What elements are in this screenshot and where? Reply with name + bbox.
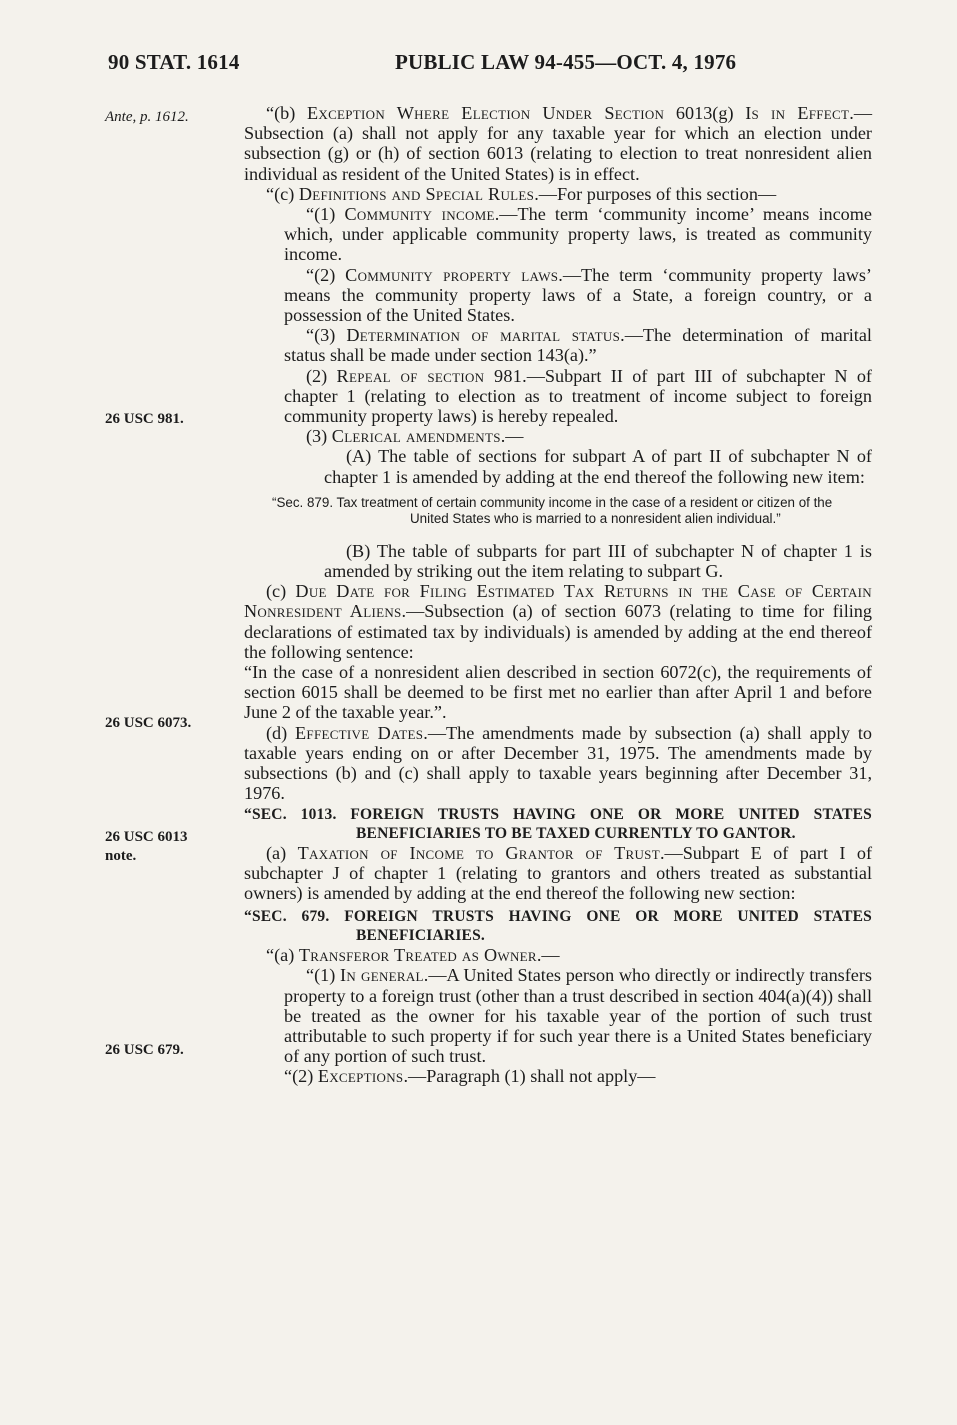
- paragraph-heading: Community property laws: [345, 264, 559, 285]
- paragraph-label: “(2): [284, 1066, 318, 1087]
- paragraph-heading: Determination of marital status: [346, 325, 621, 346]
- margin-note-line: note.: [105, 848, 137, 864]
- paragraph-c-due-date: [244, 581, 872, 662]
- paragraph-679a2-exceptions: [244, 1066, 872, 1086]
- paragraph-label: (c): [266, 581, 296, 602]
- paragraph-heading: Community income: [344, 204, 495, 225]
- section-1013-heading: “SEC. 1013. FOREIGN TRUSTS HAVING ONE OR MORE UNITED STATES BENEFICIARIES TO BE TAXED CURRENTLY TO GANTOR.: [244, 805, 872, 842]
- paragraph-text: .—The term ‘community income’ means income which, under applicable community property laws, is treated as community income.: [284, 204, 872, 265]
- paragraph-heading: Taxation of Income to Grantor of Trust: [297, 842, 660, 863]
- paragraph-d-effective-dates: [244, 723, 872, 804]
- paragraph-label: “(1): [306, 204, 345, 225]
- paragraph-label: (2): [306, 365, 337, 386]
- paragraph-label: (d): [266, 722, 295, 743]
- paragraph-label: “(1): [306, 965, 340, 986]
- paragraph-label: (3): [306, 426, 332, 447]
- paragraph-c-definitions: [244, 184, 872, 204]
- paragraph-text: .—Subpart E of part I of subchapter J of chapter 1 (relating to grantors and others treated as substantial owners) is amended by adding at the end thereof the following new section:: [244, 842, 872, 903]
- paragraph-heading: Repeal of section: [336, 365, 485, 386]
- paragraph-text: .—A United States person who directly or indirectly transfers property to a foreign trust (other than a trust described in section 404(a)(4)) shall be treated as the owner for his taxable year of the portion of such trust attributable to such property if for such year there is a United States beneficiary of any portion of such trust.: [284, 965, 873, 1067]
- margin-note-line: 26 USC 6013: [105, 829, 188, 845]
- paragraph-heading: Effective Dates: [295, 722, 424, 743]
- paragraph-text: .—Subsection (a) of section 6073 (relating to time for filing declarations of estimated tax by individuals) is amended by adding at the end thereof the following sentence:: [244, 601, 872, 662]
- paragraph-label: “(2): [306, 264, 346, 285]
- paragraph-heading: Transferor Treated as Owner: [298, 945, 537, 966]
- paragraph-text: .—The amendments made by subsection (a) shall apply to taxable years ending on or after December 31, 1975. The amendments made by subsections (b) and (c) shall apply to taxable years beginning after December 31, 1976.: [244, 722, 872, 804]
- paragraph-label: “(3): [306, 325, 347, 346]
- paragraph-heading-number: 981: [484, 365, 523, 386]
- margin-note-26usc981: 26 USC 981.: [105, 411, 184, 427]
- paragraph-heading: Is in Effect: [745, 103, 850, 123]
- stat-page-number: 90 STAT. 1614: [108, 50, 240, 74]
- paragraph-text: .—: [536, 945, 560, 966]
- margin-note-26usc6073: 26 USC 6073.: [105, 715, 192, 731]
- paragraph-label: (a): [266, 842, 298, 863]
- paragraph-text: .—The determination of marital status shall be made under section 143(a).”: [284, 325, 872, 366]
- paragraph-label: “(a): [266, 945, 299, 966]
- public-law-citation: PUBLIC LAW 94-455—OCT. 4, 1976: [395, 50, 737, 74]
- paragraph-3b-table-of-subparts: (B) The table of subparts for part III of subchapter N of chapter 1 is amended by striking out the item relating to subpart G.: [324, 540, 872, 582]
- paragraph-a-taxation-of-income: [244, 843, 872, 904]
- paragraph-heading: Definitions and Special Rules: [298, 183, 535, 204]
- section-679-heading: “SEC. 679. FOREIGN TRUSTS HAVING ONE OR MORE UNITED STATES BENEFICIARIES.: [244, 908, 872, 945]
- paragraph-heading: Clerical amendments: [331, 426, 501, 447]
- paragraph-heading: Exception Where Election Under Section: [306, 103, 665, 123]
- paragraph-679a1-in-general: [244, 965, 872, 1066]
- paragraph-heading: In general: [339, 965, 424, 986]
- paragraph-c2-community-property-laws: [244, 265, 872, 326]
- paragraph-b-exception: [244, 103, 872, 184]
- paragraph-label: “(c): [266, 183, 299, 204]
- paragraph-heading: Due Date for Filing Estimated Tax Returns in the Case of Certain Nonresident Aliens: [244, 581, 872, 622]
- paragraph-2-repeal-981: [244, 366, 872, 427]
- margin-note-26usc679: 26 USC 679.: [105, 1042, 184, 1058]
- paragraph-text: .—For purposes of this section—: [534, 183, 777, 204]
- table-of-sections-entry: “Sec. 879. Tax treatment of certain community income in the case of a resident or citizen of the United States who is married to a nonresident alien individual.”: [272, 494, 833, 526]
- paragraph-text: .—Paragraph (1) shall not apply—: [403, 1066, 656, 1087]
- margin-note-ante: Ante, p. 1612.: [105, 109, 189, 125]
- paragraph-3a-table-of-sections: (A) The table of sections for subpart A of part II of subchapter N of chapter 1 is amended by adding at the end thereof the following new item:: [324, 446, 872, 487]
- margin-note-26usc6013: [105, 828, 230, 866]
- paragraph-text: .—Subsection (a) shall not apply for any taxable year for which an election under subsection (g) or (h) of section 6013 (relating to election to treat nonresident alien individual as resident of the United States) is in effect.: [244, 103, 872, 184]
- paragraph-679a-transferor: [244, 945, 872, 965]
- statute-body: [244, 103, 872, 1087]
- paragraph-text: .—The term ‘community property laws’ means the community property laws of a State, a foreign country, or a possession of the United States.: [284, 264, 872, 326]
- paragraph-text: .—Subpart II of part III of subchapter N of chapter 1 (relating to election as to treatment of income subject to foreign community property laws) is hereby repealed.: [284, 365, 872, 427]
- paragraph-c1-community-income: [244, 204, 872, 265]
- paragraph-heading-number: 6013(g): [664, 103, 746, 123]
- paragraph-heading: Exceptions: [317, 1066, 404, 1087]
- paragraph-c3-marital-status: [244, 325, 872, 365]
- paragraph-text: .—: [500, 426, 524, 447]
- paragraph-label: “(b): [266, 103, 307, 123]
- paragraph-3-clerical-amendments: [244, 426, 872, 446]
- running-header: [108, 50, 878, 80]
- quoted-sentence: “In the case of a nonresident alien described in section 6072(c), the requirements of section 6015 shall be deemed to be first met no earlier than after April 1 and before June 2 of the taxable year.”.: [244, 662, 872, 723]
